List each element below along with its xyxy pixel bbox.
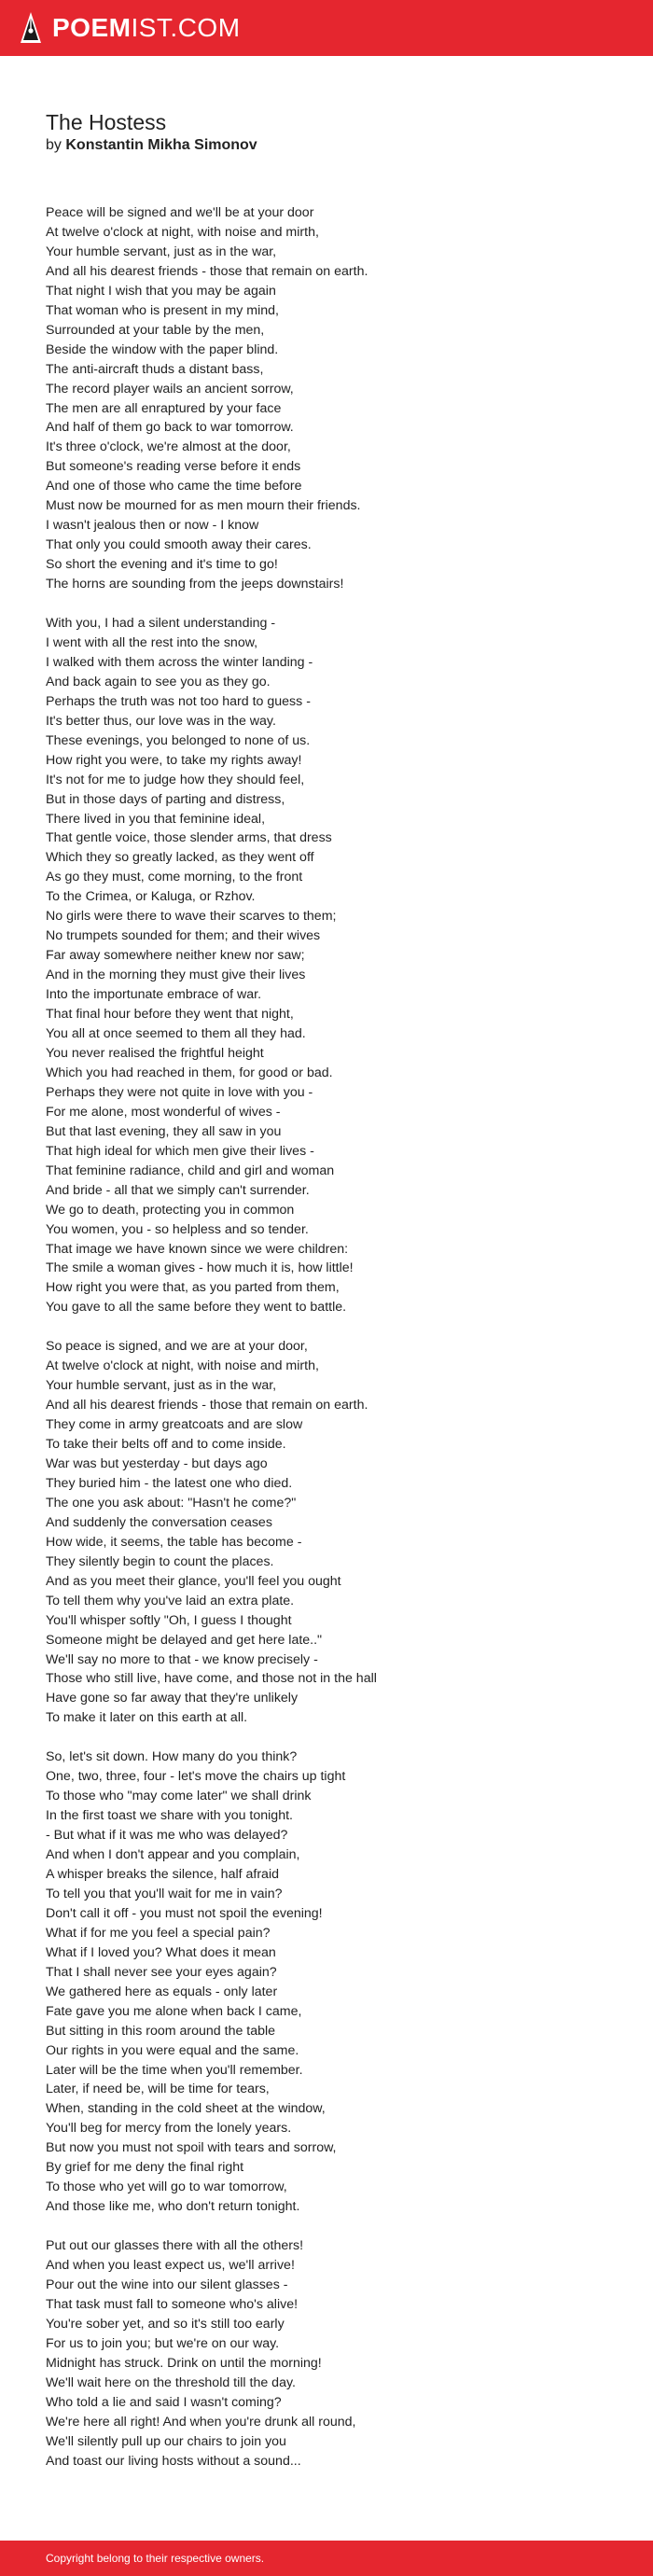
poem-line: Must now be mourned for as men mourn their friends. [46, 498, 361, 514]
poem-line: - But what if it was me who was delayed? [46, 1828, 288, 1844]
poem-line: Peace will be signed and we'll be at your door [46, 205, 314, 220]
poem-line: It's not for me to judge how they should feel, [46, 772, 305, 787]
poem-line: So peace is signed, and we are at your door, [46, 1339, 308, 1355]
poem-line: That gentle voice, those slender arms, that dress [46, 830, 332, 846]
poem-line: So short the evening and it's time to go! [46, 557, 278, 573]
poem-line: And back again to see you as they go. [46, 674, 271, 689]
poem-line: They come in army greatcoats and are slow [46, 1417, 303, 1433]
poem-line: But someone's reading verse before it ends [46, 459, 301, 475]
logo-text: POEMIST.COM [52, 13, 241, 42]
poem-line: The men are all enraptured by your face [46, 400, 282, 416]
poem-line: Someone might be delayed and get here late.." [46, 1632, 323, 1648]
poem-line: Which they so greatly lacked, as they went off [46, 850, 314, 866]
poem-line: These evenings, you belonged to none of us. [46, 732, 311, 748]
poem-line: We go to death, protecting you in common [46, 1202, 295, 1218]
poem-line: It's three o'clock, we're almost at the door, [46, 439, 291, 455]
poem-line: With you, I had a silent understanding - [46, 616, 276, 631]
poem-line: To tell them why you've laid an extra plate. [46, 1593, 295, 1608]
poem-line: To those who yet will go to war tomorrow, [46, 2179, 287, 2195]
poem-line: And when you least expect us, we'll arrive! [46, 2258, 295, 2274]
poem-line: How right you were that, as you parted from them, [46, 1280, 340, 1296]
poem-line: That image we have known since we were children: [46, 1241, 349, 1257]
poem-line: To make it later on this earth at all. [46, 1710, 248, 1726]
poem-body [46, 203, 624, 2490]
poem-line: You all at once seemed to them all they had. [46, 1026, 306, 1042]
poem-line: Your humble servant, just as in the war, [46, 1378, 277, 1394]
poem-line: We're here all right! And when you're drunk all round, [46, 2414, 356, 2430]
poem-line: That high ideal for which men give their lives - [46, 1143, 314, 1159]
author-link[interactable]: Konstantin Mikha Simonov [65, 137, 257, 153]
stanza [46, 203, 624, 594]
site-logo[interactable] [19, 11, 241, 45]
poem-line: And in the morning they must give their lives [46, 968, 306, 983]
poem-line: How right you were, to take my rights away! [46, 752, 302, 768]
site-header [0, 0, 653, 56]
poem-line: The one you ask about: "Hasn't he come?" [46, 1495, 297, 1511]
poem-line: You gave to all the same before they went to battle. [46, 1300, 347, 1316]
stanza [46, 614, 624, 1317]
poem-line: What if I loved you? What does it mean [46, 1944, 276, 1960]
poem-line: To tell you that you'll wait for me in vain? [46, 1886, 283, 1901]
poem-line: The record player wails an ancient sorrow, [46, 381, 294, 397]
poem-line: By grief for me deny the final right [46, 2160, 244, 2176]
poem-line: Who told a lie and said I wasn't coming? [46, 2394, 282, 2410]
poem-line: We gathered here as equals - only later [46, 1984, 278, 1999]
poem-line: That final hour before they went that night, [46, 1007, 294, 1023]
poem-line: The smile a woman gives - how much it is, how little! [46, 1260, 354, 1276]
poem-line: But that last evening, they all saw in you [46, 1123, 282, 1139]
poem-line: War was but yesterday - but days ago [46, 1455, 268, 1471]
poem-line: And all his dearest friends - those that remain on earth. [46, 263, 368, 279]
poem-line: I walked with them across the winter landing - [46, 654, 313, 670]
poem-line: I went with all the rest into the snow, [46, 634, 258, 650]
poem-line: That only you could smooth away their cares. [46, 537, 312, 553]
stanza [46, 1748, 624, 2217]
poem-line: Pour out the wine into our silent glasses - [46, 2277, 288, 2292]
poem-line: Our rights in you were equal and the same. [46, 2042, 299, 2058]
poem-line: I wasn't jealous then or now - I know [46, 518, 259, 534]
poem-line: They buried him - the latest one who died. [46, 1475, 293, 1491]
poem-line: No trumpets sounded for them; and their wives [46, 928, 321, 944]
poem-line: In the first toast we share with you tonight. [46, 1808, 293, 1824]
poem-line: That feminine radiance, child and girl and woman [46, 1163, 335, 1178]
poem-line: And when I don't appear and you complain, [46, 1847, 300, 1863]
poem-line: One, two, three, four - let's move the chairs up tight [46, 1769, 346, 1785]
poem-line: We'll silently pull up our chairs to join you [46, 2433, 286, 2449]
poem-line: Beside the window with the paper blind. [46, 341, 279, 357]
poem-line: There lived in you that feminine ideal, [46, 811, 266, 827]
poem-line: For me alone, most wonderful of wives - [46, 1104, 281, 1120]
poem-line: Don't call it off - you must not spoil the evening! [46, 1905, 323, 1921]
poem-line: It's better thus, our love was in the way. [46, 713, 276, 729]
poem-line: Far away somewhere neither knew nor saw; [46, 948, 305, 964]
poem-line: Have gone so far away that they're unlikely [46, 1691, 299, 1706]
poem-line: And one of those who came the time before [46, 479, 302, 494]
poem-line: To take their belts off and to come inside. [46, 1437, 286, 1453]
poem-line: That night I wish that you may be again [46, 283, 276, 299]
poem-line: To the Crimea, or Kaluga, or Rzhov. [46, 889, 256, 905]
poem-line: Perhaps they were not quite in love with you - [46, 1084, 313, 1100]
poem-line: But now you must not spoil with tears and sorrow, [46, 2140, 337, 2156]
by-label: by [46, 137, 62, 153]
poem-line: That task must fall to someone who's alive! [46, 2296, 299, 2312]
poem-line: You'll whisper softly "Oh, I guess I thought [46, 1612, 292, 1628]
poem-line: As go they must, come morning, to the front [46, 870, 303, 885]
poem-line: But sitting in this room around the table [46, 2023, 276, 2039]
poem-line: And those like me, who don't return tonight. [46, 2199, 300, 2215]
poem-line: Into the importunate embrace of war. [46, 987, 262, 1003]
poem-line: Midnight has struck. Drink on until the morning! [46, 2355, 322, 2371]
poem-line: What if for me you feel a special pain? [46, 1925, 271, 1941]
poem-line: For us to join you; but we're on our way. [46, 2335, 280, 2351]
poem-line: You never realised the frightful height [46, 1045, 264, 1061]
copyright-notice: Copyright belong to their respective owners. [46, 2552, 265, 2565]
stanza [46, 1337, 624, 1728]
poem-line: We'll say no more to that - we know precisely - [46, 1651, 318, 1667]
poem-line: Perhaps the truth was not too hard to guess - [46, 693, 311, 709]
pen-nib-icon [19, 11, 43, 45]
poem-line: You're sober yet, and so it's still too early [46, 2316, 285, 2332]
poem-line: Those who still live, have come, and those not in the hall [46, 1671, 377, 1687]
poem-line: And toast our living hosts without a sound... [46, 2453, 301, 2469]
poem-line: And suddenly the conversation ceases [46, 1514, 272, 1530]
poem-byline [46, 137, 257, 154]
poem-line: When, standing in the cold sheet at the window, [46, 2101, 326, 2117]
poem-line: A whisper breaks the silence, half afraid [46, 1866, 279, 1882]
poem-line: Which you had reached in them, for good or bad. [46, 1065, 333, 1080]
poem-line: To those who "may come later" we shall drink [46, 1789, 312, 1804]
poem-line: That I shall never see your eyes again? [46, 1964, 277, 1980]
poem-line: Later, if need be, will be time for tears, [46, 2082, 270, 2097]
poem-line: And as you meet their glance, you'll feel you ought [46, 1573, 341, 1589]
poem-line: Your humble servant, just as in the war, [46, 244, 277, 259]
poem-line: How wide, it seems, the table has become - [46, 1534, 302, 1550]
poem-line: Surrounded at your table by the men, [46, 322, 265, 338]
poem-line: They silently begin to count the places. [46, 1553, 274, 1569]
poem-line: Fate gave you me alone when back I came, [46, 2003, 302, 2019]
poem-title: The Hostess [46, 110, 167, 134]
poem-line: And half of them go back to war tomorrow. [46, 420, 294, 436]
poem-line: Put out our glasses there with all the others! [46, 2238, 304, 2254]
poem-line: You'll beg for mercy from the lonely years. [46, 2121, 292, 2137]
poem-line: No girls were there to wave their scarves to them; [46, 909, 337, 925]
poem-line: And bride - all that we simply can't surrender. [46, 1182, 310, 1198]
poem-line: Later will be the time when you'll remember. [46, 2062, 303, 2078]
poem-line: The anti-aircraft thuds a distant bass, [46, 361, 264, 377]
stanza [46, 2236, 624, 2471]
poem-line: At twelve o'clock at night, with noise and mirth, [46, 1358, 319, 1374]
poem-line: But in those days of parting and distress, [46, 791, 285, 807]
poem-line: And all his dearest friends - those that remain on earth. [46, 1398, 368, 1413]
poem-line: The horns are sounding from the jeeps downstairs! [46, 577, 344, 592]
poem-line: That woman who is present in my mind, [46, 302, 279, 318]
poem-line: We'll wait here on the threshold till the day. [46, 2374, 296, 2390]
poem-line: You women, you - so helpless and so tender. [46, 1221, 309, 1237]
poem-line: So, let's sit down. How many do you think? [46, 1749, 298, 1765]
poem-line: At twelve o'clock at night, with noise and mirth, [46, 224, 319, 240]
site-footer [0, 2541, 653, 2576]
